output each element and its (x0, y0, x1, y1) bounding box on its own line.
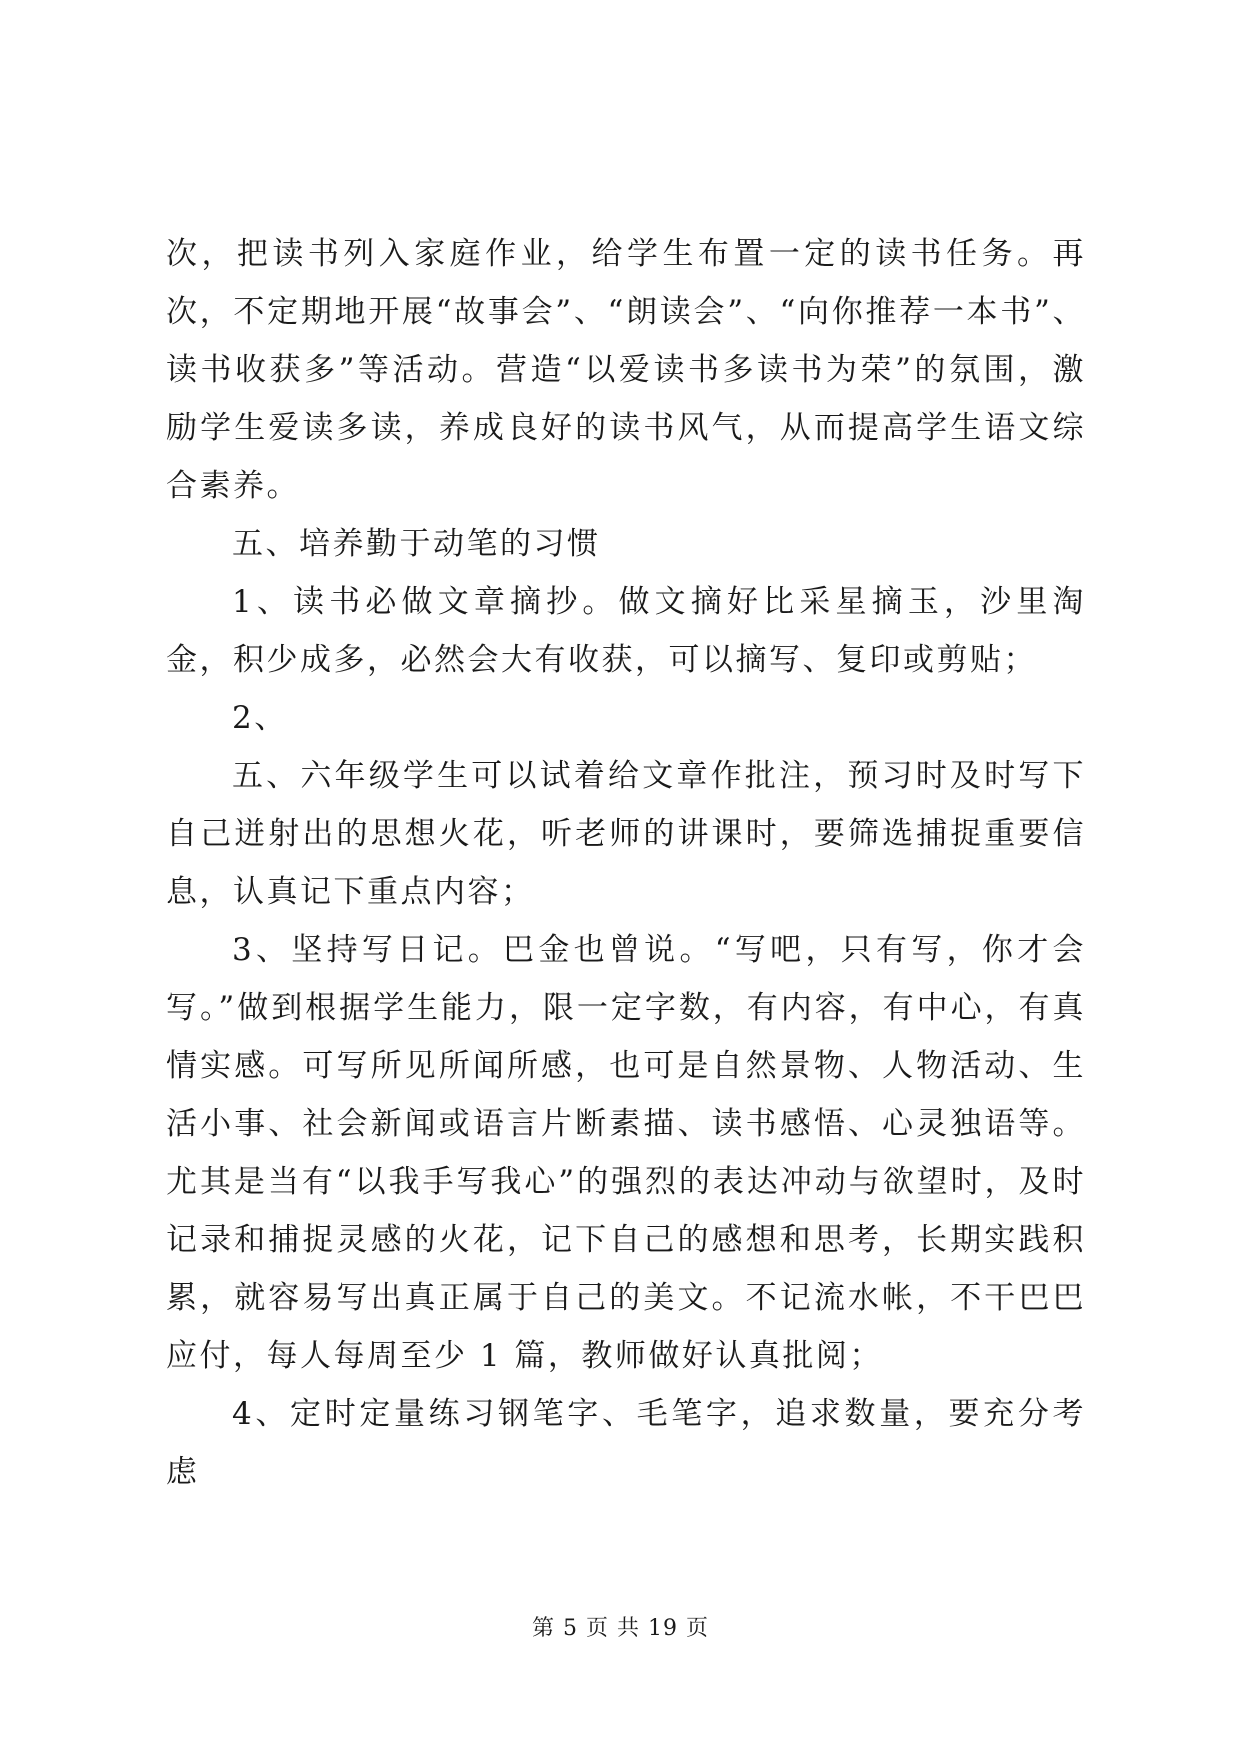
page-number-footer: 第 5 页 共 19 页 (532, 1616, 709, 1641)
paragraph: 4、定时定量练习钢笔字、毛笔字，追求数量，要充分考虑 (166, 1396, 1086, 1490)
paragraph: 3、坚持写日记。巴金也曾说。“写吧，只有写，你才会写。”做到根据学生能力，限一定字数，有内容，有中心，有真情实感。可写所见所闻所感，也可是自然景物、人物活动、生活小事、社会新闻或语言片断素描、读书感悟、心灵独语等。尤其是当有“以我手写我心”的强烈的表达冲动与欲望时，及时记录和捕捉灵感的火花，记下自己的感想和思考，长期实践积累，就容易写出真正属于自己的美文。不记流水帐，不干巴巴应付，每人每周至少 1 篇，教师做好认真批阅； (166, 932, 1086, 1374)
paragraph: 1、读书必做文章摘抄。做文摘好比采星摘玉，沙里淘金，积少成多，必然会大有收获，可以摘写、复印或剪贴； (166, 584, 1086, 678)
paragraph: 次，把读书列入家庭作业，给学生布置一定的读书任务。再次，不定期地开展“故事会”、“朗读会”、“向你推荐一本书”、读书收获多”等活动。营造“以爱读书多读书为荣”的氛围，激励学生爱读多读，养成良好的读书风气，从而提高学生语文综合素养。 (166, 236, 1086, 504)
paragraph: 五、六年级学生可以试着给文章作批注，预习时及时写下自己迸射出的思想火花，听老师的讲课时，要筛选捕捉重要信息，认真记下重点内容； (166, 758, 1086, 910)
paragraph: 2、 (232, 700, 288, 736)
document-body (166, 225, 1086, 1501)
section-heading: 五、培养勤于动笔的习惯 (232, 526, 601, 562)
